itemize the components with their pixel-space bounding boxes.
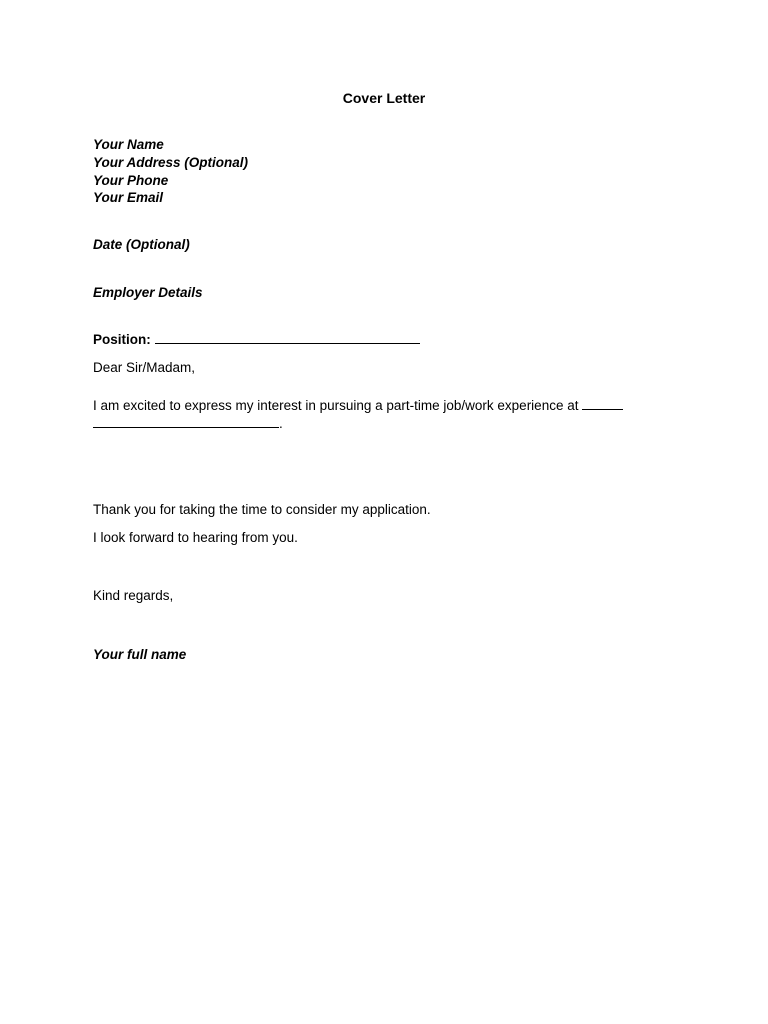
sender-address: Your Address (Optional) [93,155,249,170]
position-blank [155,330,420,344]
sender-email: Your Email [93,190,164,205]
signature: Your full name [93,647,187,662]
position-line [93,330,420,348]
position-label: Position: [93,332,151,347]
employer-details: Employer Details [93,285,203,300]
page-title: Cover Letter [342,90,426,106]
employer-blank-2 [93,414,279,428]
date-line: Date (Optional) [93,237,190,252]
sender-name: Your Name [93,137,164,152]
body-text-1: I am excited to express my interest in pursuing a part-time job/work experience at [93,398,579,413]
employer-blank-1 [582,396,623,410]
body-line-2 [93,414,283,432]
sender-phone: Your Phone [93,173,169,188]
closing-line: I look forward to hearing from you. [93,530,298,545]
sign-off: Kind regards, [93,588,174,603]
thanks-line: Thank you for taking the time to consider my application. [93,502,431,517]
body-period: . [279,416,283,431]
salutation: Dear Sir/Madam, [93,360,196,375]
body-line-1 [93,396,623,414]
